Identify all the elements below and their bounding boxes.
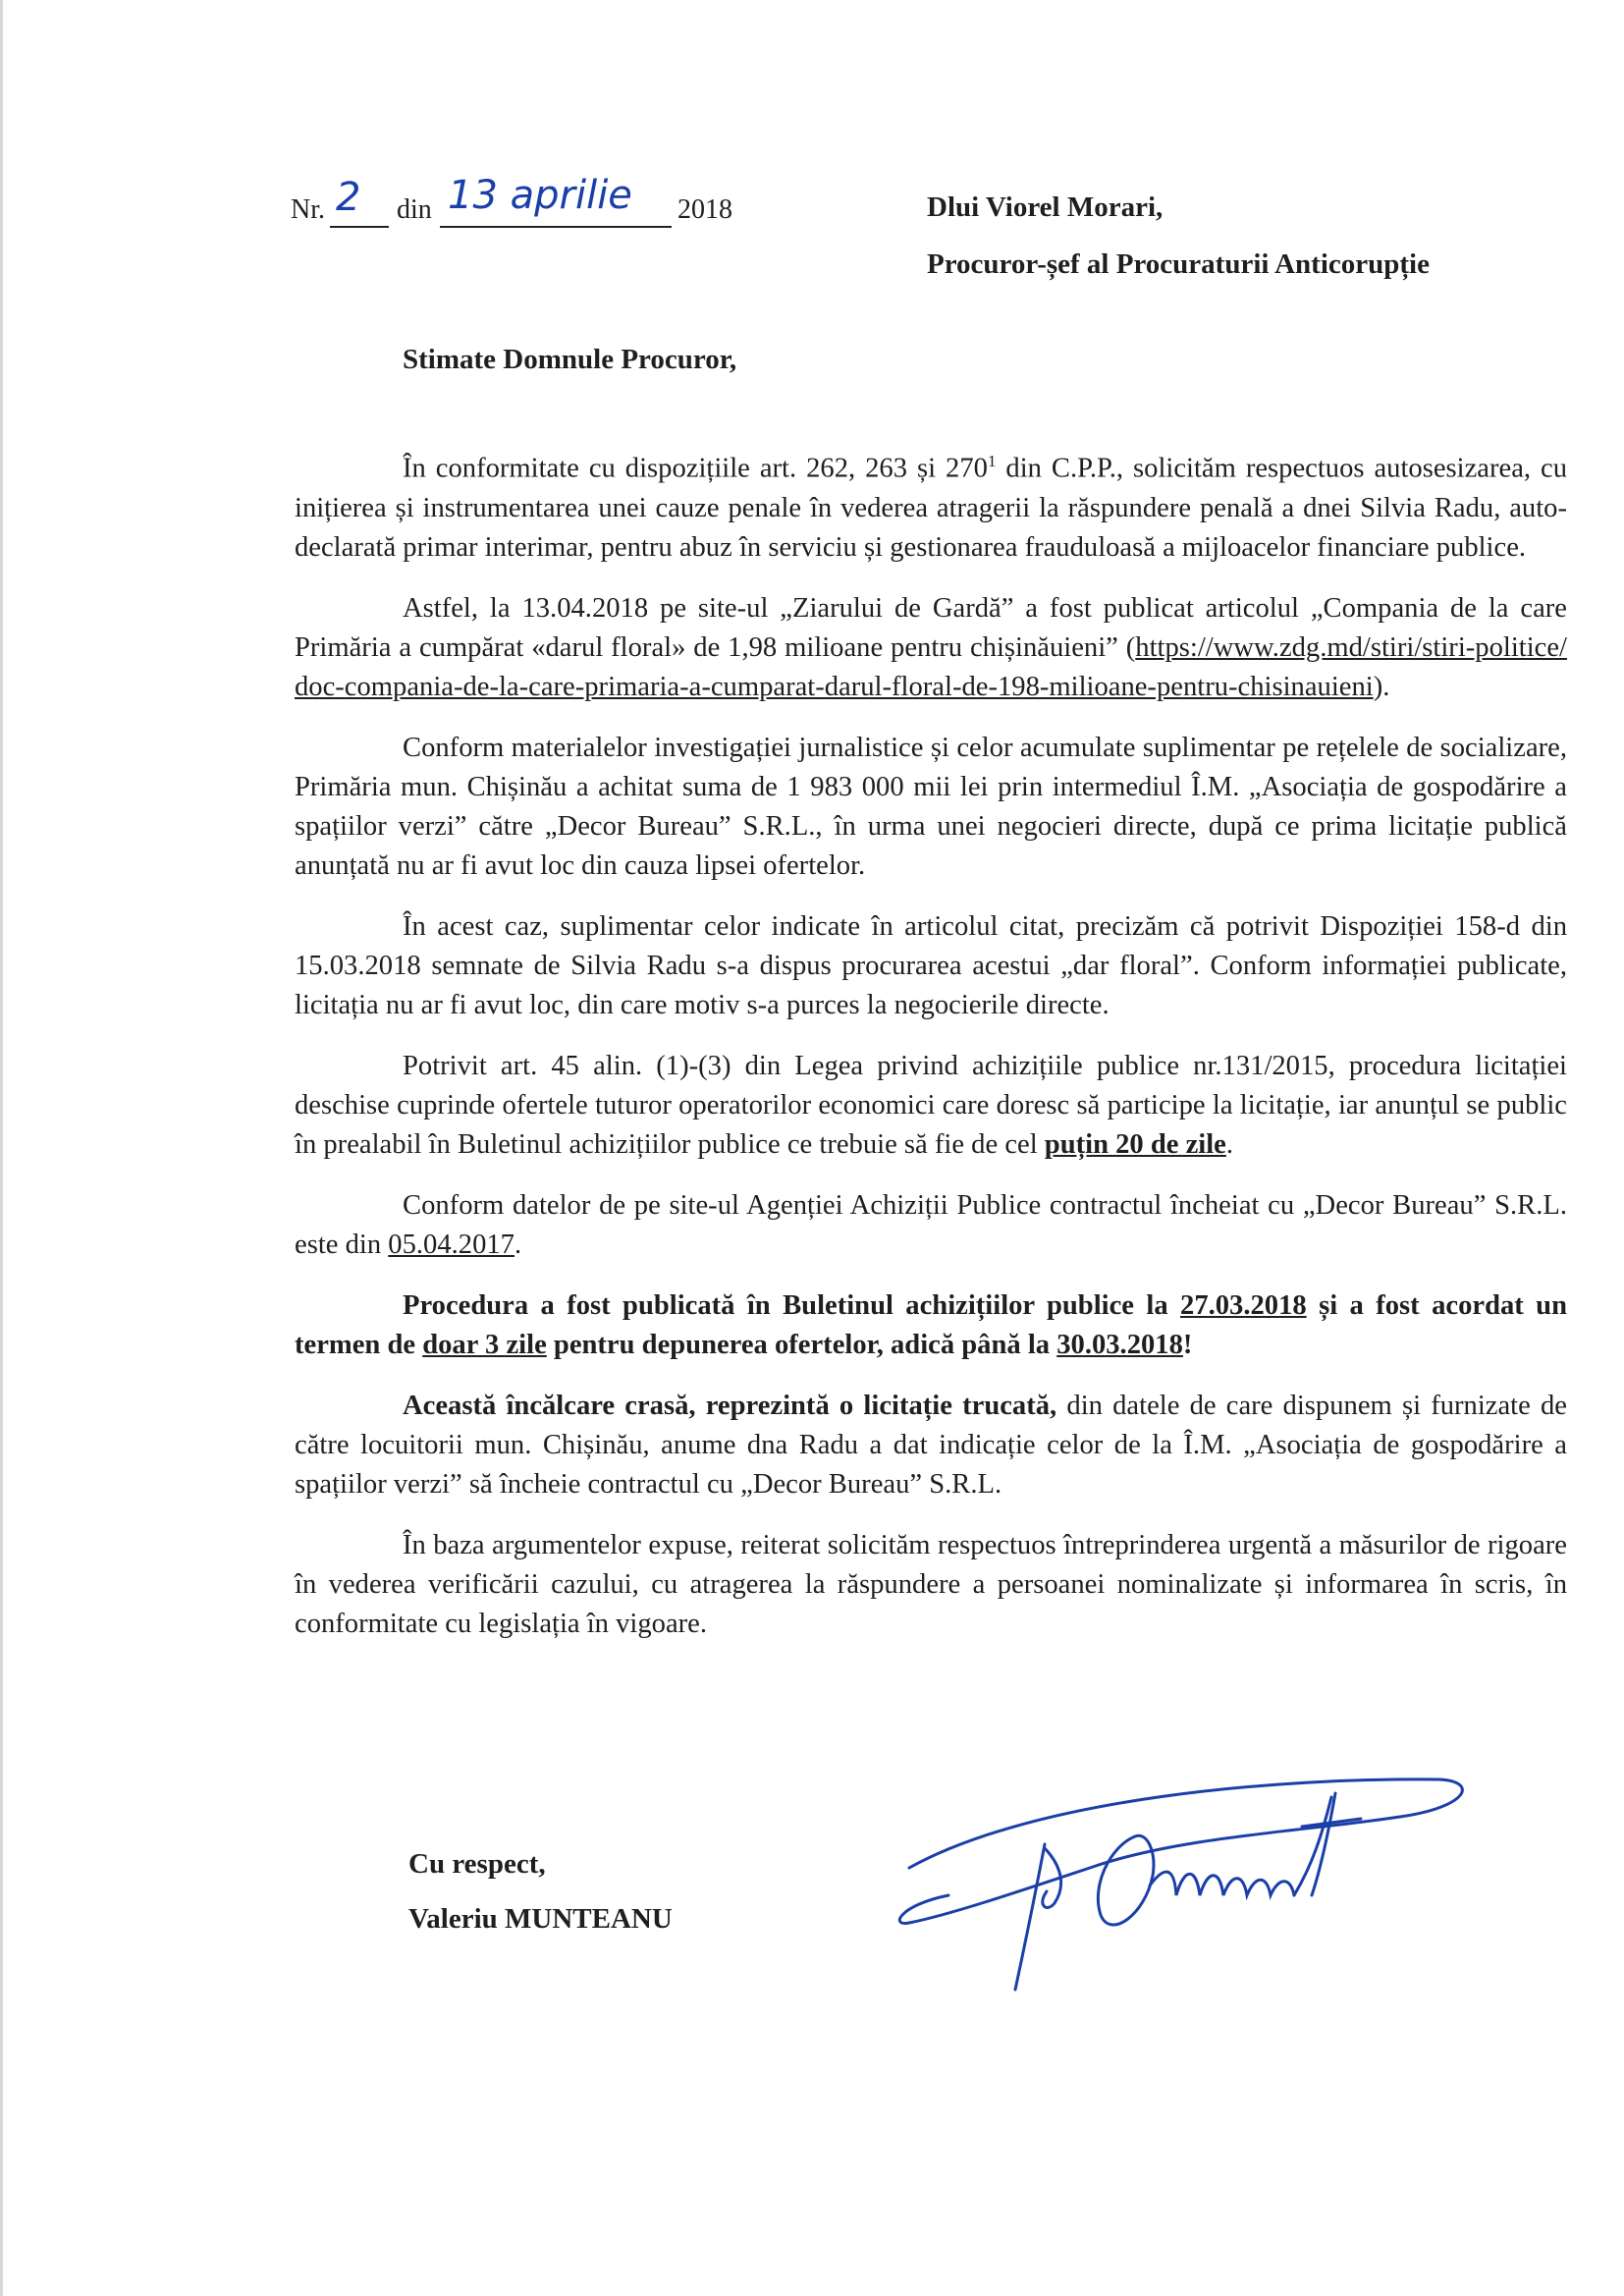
signatory-name: Valeriu MUNTEANU bbox=[408, 1903, 673, 1935]
closing-regards: Cu respect, bbox=[408, 1848, 546, 1880]
p8-bold: Această încălcare crasă, reprezintă o licitație trucată, bbox=[403, 1390, 1057, 1421]
p7-text-a: Procedura a fost publicată în Buletinul achizițiilor publice la bbox=[403, 1289, 1181, 1321]
year: 2018 bbox=[677, 194, 732, 225]
closing-block bbox=[408, 1836, 673, 1946]
salutation: Stimate Domnule Procuror, bbox=[403, 344, 737, 375]
p1-superscript: 1 bbox=[987, 452, 997, 470]
document-number-line bbox=[291, 173, 752, 244]
p2-text-a: Astfel, la 13.04.2018 pe site-ul „Ziarului de Gardă” a fost publicat articolul „Compania de la care Primăria a cumpărat «darul floral» de 1,98 milioane pentru chișinăuieni” ( bbox=[295, 592, 1567, 663]
date-value: 13 aprilie bbox=[448, 173, 632, 218]
nr-underline bbox=[330, 226, 389, 228]
din-label: din bbox=[397, 194, 432, 225]
paragraph-7 bbox=[295, 1286, 1567, 1365]
p5-text-a: Potrivit art. 45 alin. (1)-(3) din Legea privind achizițiile publice nr.131/2015, procedura licitației deschise cuprinde ofertele tuturor operatorilor economici care doresc să participe la licitație, iar anunțul se public în prealabil în Buletinul achizițiilor publice ce trebuie să fie de cel bbox=[295, 1050, 1567, 1160]
recipient-name: Dlui Viorel Morari, bbox=[927, 191, 1164, 223]
paragraph-5 bbox=[295, 1047, 1567, 1165]
nr-label: Nr. bbox=[291, 194, 325, 225]
p5-text-b: . bbox=[1225, 1128, 1234, 1160]
signature bbox=[890, 1758, 1469, 1994]
paragraph-6 bbox=[295, 1186, 1567, 1265]
p7-text-b: și a fost acordat un termen de bbox=[295, 1289, 1567, 1360]
paragraph-2 bbox=[295, 589, 1567, 707]
publication-date: 27.03.2018 bbox=[1180, 1289, 1307, 1321]
letter-body bbox=[295, 442, 1567, 1666]
recipient-title: Procuror-șef al Procuraturii Anticorupție bbox=[927, 248, 1430, 280]
p8-rest: din datele de care dispunem și furnizate de către locuitorii mun. Chișinău, anume dna Radu a dat indicație celor de la Î.M. „Asociația de gospodărire a spațiilor verzi” să încheie contractul cu „Decor Bureau” S.R.L. bbox=[295, 1390, 1567, 1500]
paragraph-1 bbox=[295, 442, 1567, 568]
paragraph-4: În acest caz, suplimentar celor indicate în articolul citat, precizăm că potrivit Dispoziției 158-d din 15.03.2018 semnate de Silvia Radu s-a dispus procurarea acestui „dar floral”. Conform informației publicate, licitația nu ar fi avut loc, din care motiv s-a purces la negocierile directe. bbox=[295, 910, 1567, 1020]
p5-emphasis: puțin 20 de zile bbox=[1044, 1128, 1226, 1160]
p6-text-b: . bbox=[514, 1229, 522, 1260]
paragraph-3: Conform materialelor investigației jurnalistice și celor acumulate suplimentar pe rețelele de socializare, Primăria mun. Chișinău a achitat suma de 1 983 000 mii lei prin intermediul Î.M. „Asociația de gospodărire a spațiilor verzi” către „Decor Bureau” S.R.L., în urma unei negocieri directe, după ce prima licitație publică anunțată nu ar fi avut loc din cauza lipsei ofertelor. bbox=[295, 732, 1567, 881]
p2-text-b: ). bbox=[1373, 671, 1390, 702]
p7-text-c: pentru depunerea ofertelor, adică până la bbox=[546, 1329, 1057, 1360]
date-underline bbox=[440, 226, 672, 228]
contract-date: 05.04.2017 bbox=[388, 1229, 514, 1260]
deadline-date: 30.03.2018 bbox=[1056, 1329, 1183, 1360]
paragraph-9: În baza argumentelor expuse, reiterat solicităm respectuos întreprinderea urgentă a măsurilor de rigoare în vederea verificării cazului, cu atragerea la răspundere a persoanei nominalizate și informarea în scris, în conformitate cu legislația în vigoare. bbox=[295, 1529, 1567, 1639]
p1-text-b: din C.P.P., solicităm respectuos autosesizarea, cu inițierea și instrumentarea unei cauze penale în vederea atragerii la răspundere penală a dnei Silvia Radu, auto-declarată primar interimar, pentru abuz în serviciu și gestionarea frauduloasă a mijloacelor financiare publice. bbox=[295, 453, 1567, 563]
recipient-block bbox=[927, 179, 1555, 293]
nr-value: 2 bbox=[336, 175, 361, 220]
article-link[interactable]: https://www.zdg.md/stiri/stiri-politice/doc-compania-de-la-care-primaria-a-cumparat-darul-floral-de-198-milioane-pentru-chisinauieni bbox=[295, 631, 1567, 702]
p6-text-a: Conform datelor de pe site-ul Agenției Achiziții Publice contractul încheiat cu „Decor Bureau” S.R.L. este din bbox=[295, 1189, 1567, 1260]
paragraph-8 bbox=[295, 1387, 1567, 1504]
p1-text-a: În conformitate cu dispozițiile art. 262, 263 și 270 bbox=[403, 453, 988, 484]
scan-edge bbox=[0, 0, 3, 2296]
p7-text-d: ! bbox=[1182, 1329, 1193, 1360]
term-duration: doar 3 zile bbox=[422, 1329, 547, 1360]
